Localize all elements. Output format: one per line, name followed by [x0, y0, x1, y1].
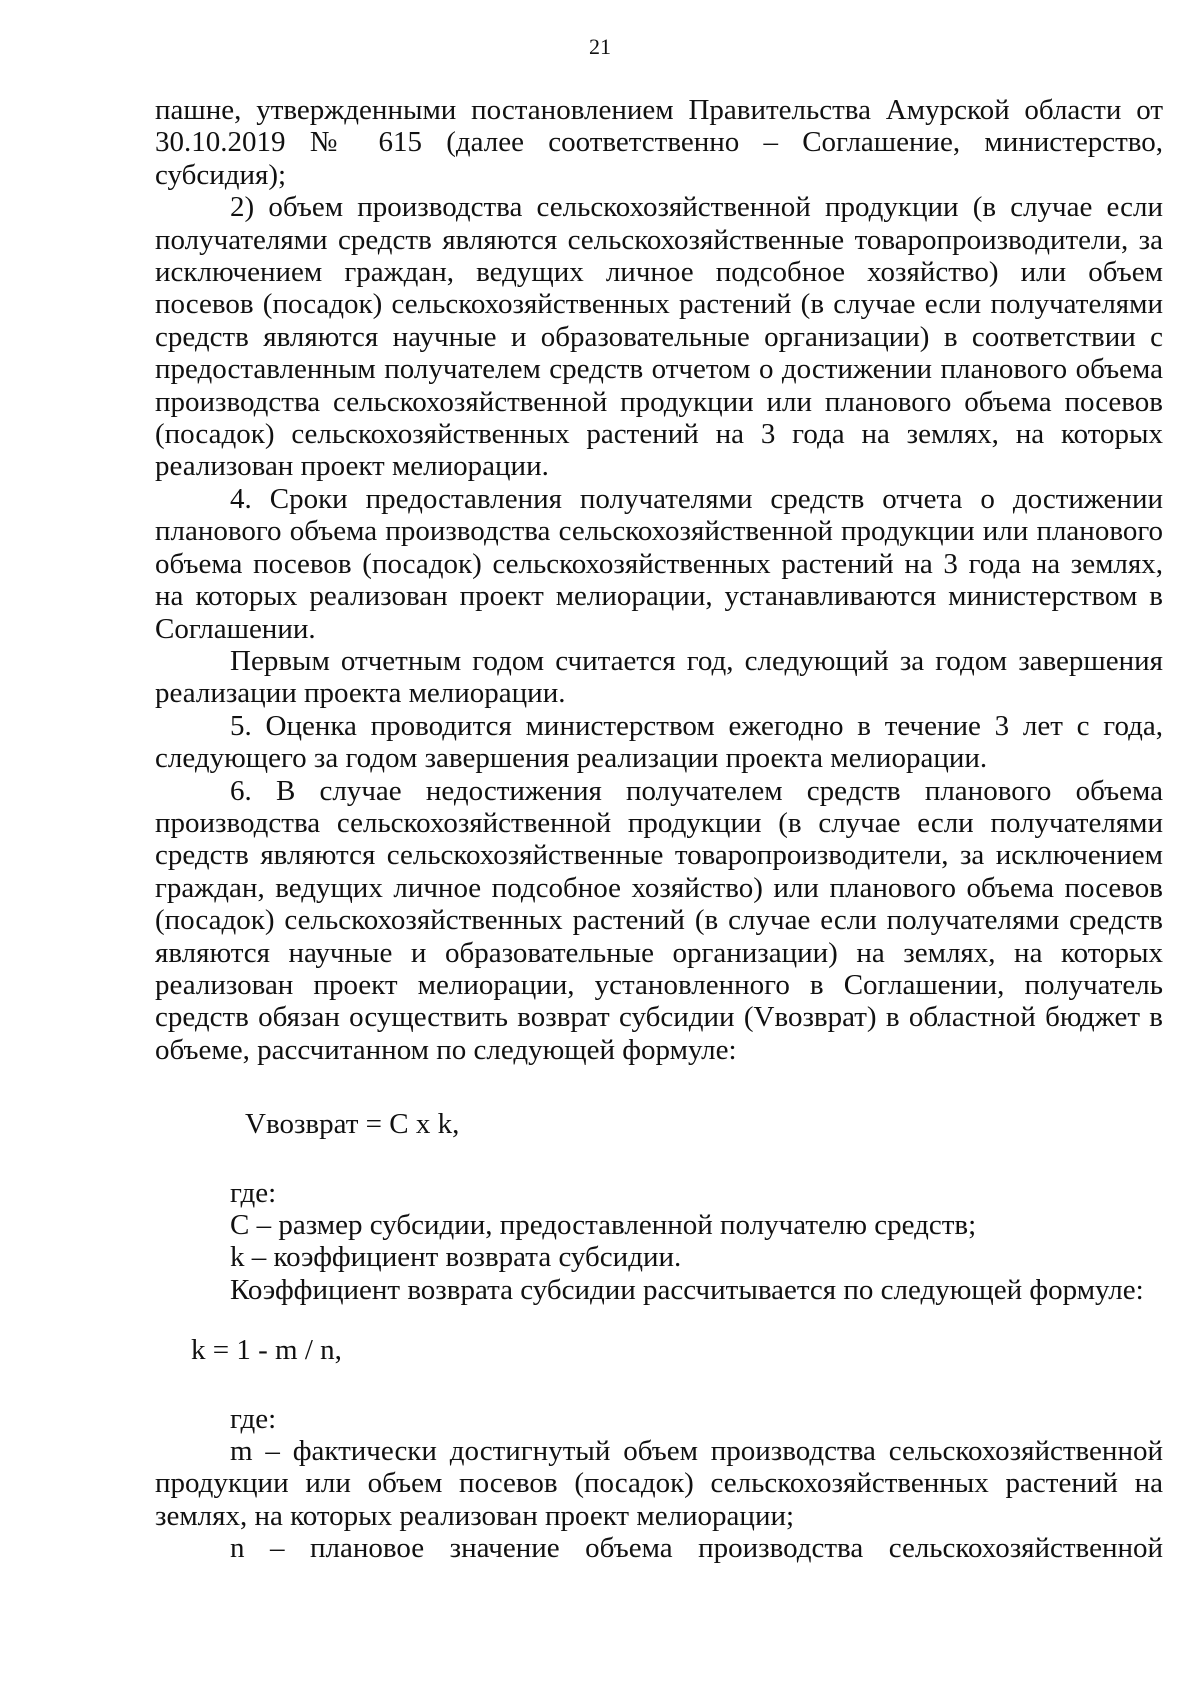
paragraph-first-reporting-year: Первым отчетным годом считается год, следующий за годом завершения реализации проекта мелиорации.	[155, 644, 1163, 710]
paragraph-item-2: 2) объем производства сельскохозяйственной продукции (в случае если получателями средств являются сельскохозяйственные товаропроизводители, за исключением граждан, ведущих личное подсобное хозяйство) или объем посевов (посадок) сельскохозяйственных растений (в случае если получателями средств являются научные и образовательные организации) в соответствии с предоставленным получателем средств отчетом о достижении планового объема производства сельскохозяйственной продукции или планового объема посевов (посадок) сельскохозяйственных растений на 3 года на землях, на которых реализован проект мелиорации.	[155, 191, 1163, 483]
definition-k: k – коэффициент возврата субсидии.	[230, 1241, 682, 1274]
formula-refund: Vвозврат = C x k,	[245, 1108, 460, 1141]
paragraph-item-4: 4. Сроки предоставления получателями средств отчета о достижении планового объема производства сельскохозяйственной продукции или планового объема посевов (посадок) сельскохозяйственных растений на 3 года на землях, на которых реализован проект мелиорации, устанавливаются министерством в Соглашении.	[155, 482, 1163, 645]
where-label-2: где:	[230, 1402, 277, 1435]
where-label-1: где:	[230, 1176, 277, 1209]
formula-coefficient: k = 1 - m / n,	[191, 1334, 342, 1367]
document-body	[155, 94, 1163, 1565]
paragraph-item-6: 6. В случае недостижения получателем средств планового объема производства сельскохозяйственной продукции (в случае если получателями средств являются сельскохозяйственные товаропроизводители, за исключением граждан, ведущих личное подсобное хозяйство) или планового объема посевов (посадок) сельскохозяйственных растений (в случае если получателями средств являются научные и образовательные организации) на землях, на которых реализован проект мелиорации, установленного в Соглашении, получатель средств обязан осуществить возврат субсидии (Vвозврат) в областной бюджет в объеме, рассчитанном по следующей формуле:	[155, 774, 1163, 1066]
paragraph-item-5: 5. Оценка проводится министерством ежегодно в течение 3 лет с года, следующего за годом завершения реализации проекта мелиорации.	[155, 709, 1163, 775]
definition-n: n – плановое значение объема производства сельскохозяйственной	[230, 1532, 1163, 1565]
definition-m: m – фактически достигнутый объем производства сельскохозяйственной продукции или объем посевов (посадок) сельскохозяйственных растений на землях, на которых реализован проект мелиорации;	[155, 1435, 1163, 1532]
definition-c: C – размер субсидии, предоставленной получателю средств;	[230, 1209, 977, 1241]
coefficient-intro: Коэффициент возврата субсидии рассчитывается по следующей формуле:	[230, 1273, 1144, 1306]
page-number: 21	[589, 34, 611, 59]
paragraph-continuation: пашне, утвержденными постановлением Правительства Амурской области от 30.10.2019 № 615 (далее соответственно – Соглашение, министерство, субсидия);	[155, 94, 1163, 191]
